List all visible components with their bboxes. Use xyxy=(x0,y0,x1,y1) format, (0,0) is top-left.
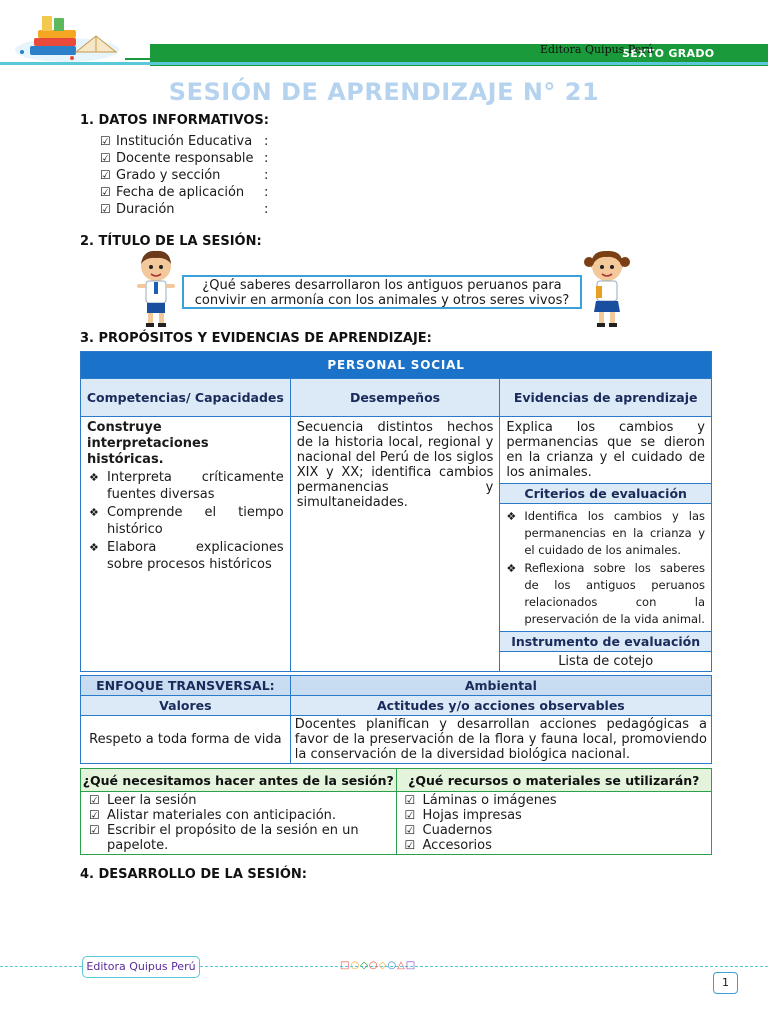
table-row xyxy=(81,379,712,417)
publisher-name: Editora Quipus Perú xyxy=(540,43,654,56)
footer-publisher: Editora Quipus Perú xyxy=(82,956,200,978)
table-row xyxy=(81,716,712,764)
enfoque-label: ENFOQUE TRANSVERSAL: xyxy=(81,676,291,696)
session-title-box xyxy=(182,275,582,309)
session-title-line: ¿Qué saberes desarrollaron los antiguos peruanos para xyxy=(202,278,562,293)
evidencias-cell xyxy=(500,417,712,672)
instrumento-value: Lista de cotejo xyxy=(558,654,654,669)
desempeno-cell: Secuencia distintos hechos de la historia local, regional y nacional del Perú de los siglos XIX y XX; identifica cambios permanencias y simultaneidades. xyxy=(290,417,500,672)
boy-illustration-icon xyxy=(133,248,179,330)
footer-dashed-line xyxy=(200,966,768,967)
list-item: ❖ Interpreta críticamente fuentes diversas xyxy=(87,469,284,503)
list-item: ☑ Escribir el propósito de la sesión en un papelote. xyxy=(83,823,394,853)
datos-row xyxy=(100,167,268,184)
checkbox-icon: ☑ xyxy=(100,134,111,148)
page-number: 1 xyxy=(713,972,738,994)
checkbox-icon: ☑ xyxy=(100,151,111,165)
list-item: ☑ Cuadernos xyxy=(399,823,709,838)
antes-cell xyxy=(81,792,397,855)
evidencia-text: Explica los cambios y permanencias que se dieron en la crianza y el cuidado de los animales. xyxy=(500,417,711,484)
datos-row xyxy=(100,150,268,167)
footer-dashed-line xyxy=(0,966,82,967)
enfoque-table xyxy=(80,675,712,764)
table-row xyxy=(81,792,712,855)
recursos-header: ¿Qué recursos o materiales se utilizarán? xyxy=(396,769,711,792)
recursos-list xyxy=(399,793,709,853)
col-header-desempenos: Desempeños xyxy=(290,379,500,417)
section-heading-datos: 1. DATOS INFORMATIVOS: xyxy=(80,113,269,128)
actitud-cell: Docentes planifican y desarrollan acciones pedagógicas a favor de la preservación de la flora y fauna local, promoviendo la conservación de la diversidad biológica nacional. xyxy=(290,716,711,764)
datos-separator: : xyxy=(264,185,269,200)
antes-list xyxy=(83,793,394,853)
col-header-competencias: Competencias/ Capacidades xyxy=(81,379,291,417)
section-heading-desarrollo: 4. DESARROLLO DE LA SESIÓN: xyxy=(80,867,307,882)
instrumento-header: Instrumento de evaluación xyxy=(500,632,711,652)
section-heading-propositos: 3. PROPÓSITOS Y EVIDENCIAS DE APRENDIZAJE: xyxy=(80,331,432,346)
competencias-cell xyxy=(81,417,291,672)
datos-list xyxy=(100,133,268,218)
valor-cell: Respeto a toda forma de vida xyxy=(81,716,291,764)
criterios-header: Criterios de evaluación xyxy=(500,484,711,504)
criterios-list xyxy=(500,504,711,632)
list-item: ☑ Accesorios xyxy=(399,838,709,853)
datos-label: Duración xyxy=(116,202,175,217)
actitudes-header: Actitudes y/o acciones observables xyxy=(290,696,711,716)
table-row xyxy=(81,696,712,716)
capacidades-list xyxy=(87,469,284,573)
header-accent-line xyxy=(0,62,768,65)
grade-label: SEXTO GRADO xyxy=(622,47,715,60)
propositos-table xyxy=(80,351,712,672)
datos-label: Institución Educativa xyxy=(116,134,253,149)
enfoque-value: Ambiental xyxy=(290,676,711,696)
page-title: SESIÓN DE APRENDIZAJE N° 21 xyxy=(168,78,600,106)
decorative-shapes-icon: □○◇○◇○△□ xyxy=(340,960,417,971)
girl-illustration-icon xyxy=(584,248,630,330)
datos-label: Grado y sección xyxy=(116,168,221,183)
datos-separator: : xyxy=(264,134,269,149)
datos-row xyxy=(100,133,268,150)
list-item: ❖ Elabora explicaciones sobre procesos históricos xyxy=(87,539,284,573)
area-header: PERSONAL SOCIAL xyxy=(81,352,712,379)
datos-separator: : xyxy=(264,151,269,166)
competencia-title: Construye interpretaciones históricas. xyxy=(87,420,209,467)
session-title-line: convivir en armonía con los animales y otros seres vivos? xyxy=(194,293,570,308)
list-item: ☑ Leer la sesión xyxy=(83,793,394,808)
list-item: ☑ Láminas o imágenes xyxy=(399,793,709,808)
antes-header: ¿Qué necesitamos hacer antes de la sesión? xyxy=(81,769,397,792)
datos-label: Docente responsable xyxy=(116,151,254,166)
books-logo-icon xyxy=(12,12,122,64)
checkbox-icon: ☑ xyxy=(100,168,111,182)
datos-separator: : xyxy=(264,202,269,217)
table-row xyxy=(81,352,712,379)
valores-header: Valores xyxy=(81,696,291,716)
checkbox-icon: ☑ xyxy=(100,202,111,216)
col-header-evidencias: Evidencias de aprendizaje xyxy=(500,379,712,417)
table-row xyxy=(81,417,712,672)
table-row xyxy=(81,769,712,792)
preparacion-table xyxy=(80,768,712,855)
recursos-cell xyxy=(396,792,711,855)
datos-row xyxy=(100,201,268,218)
checkbox-icon: ☑ xyxy=(100,185,111,199)
datos-label: Fecha de aplicación xyxy=(116,185,245,200)
page-header xyxy=(0,0,768,70)
list-item: ❖ Reflexiona sobre los saberes de los antiguos peruanos relacionados con la preservación de la vida animal. xyxy=(504,560,705,628)
section-heading-titulo: 2. TÍTULO DE LA SESIÓN: xyxy=(80,234,262,249)
list-item: ❖ Comprende el tiempo histórico xyxy=(87,504,284,538)
table-row xyxy=(81,676,712,696)
datos-separator: : xyxy=(264,168,269,183)
list-item: ☑ Hojas impresas xyxy=(399,808,709,823)
datos-row xyxy=(100,184,268,201)
list-item: ❖ Identifica los cambios y las permanencias en la crianza y el cuidado de los animales. xyxy=(504,508,705,559)
list-item: ☑ Alistar materiales con anticipación. xyxy=(83,808,394,823)
